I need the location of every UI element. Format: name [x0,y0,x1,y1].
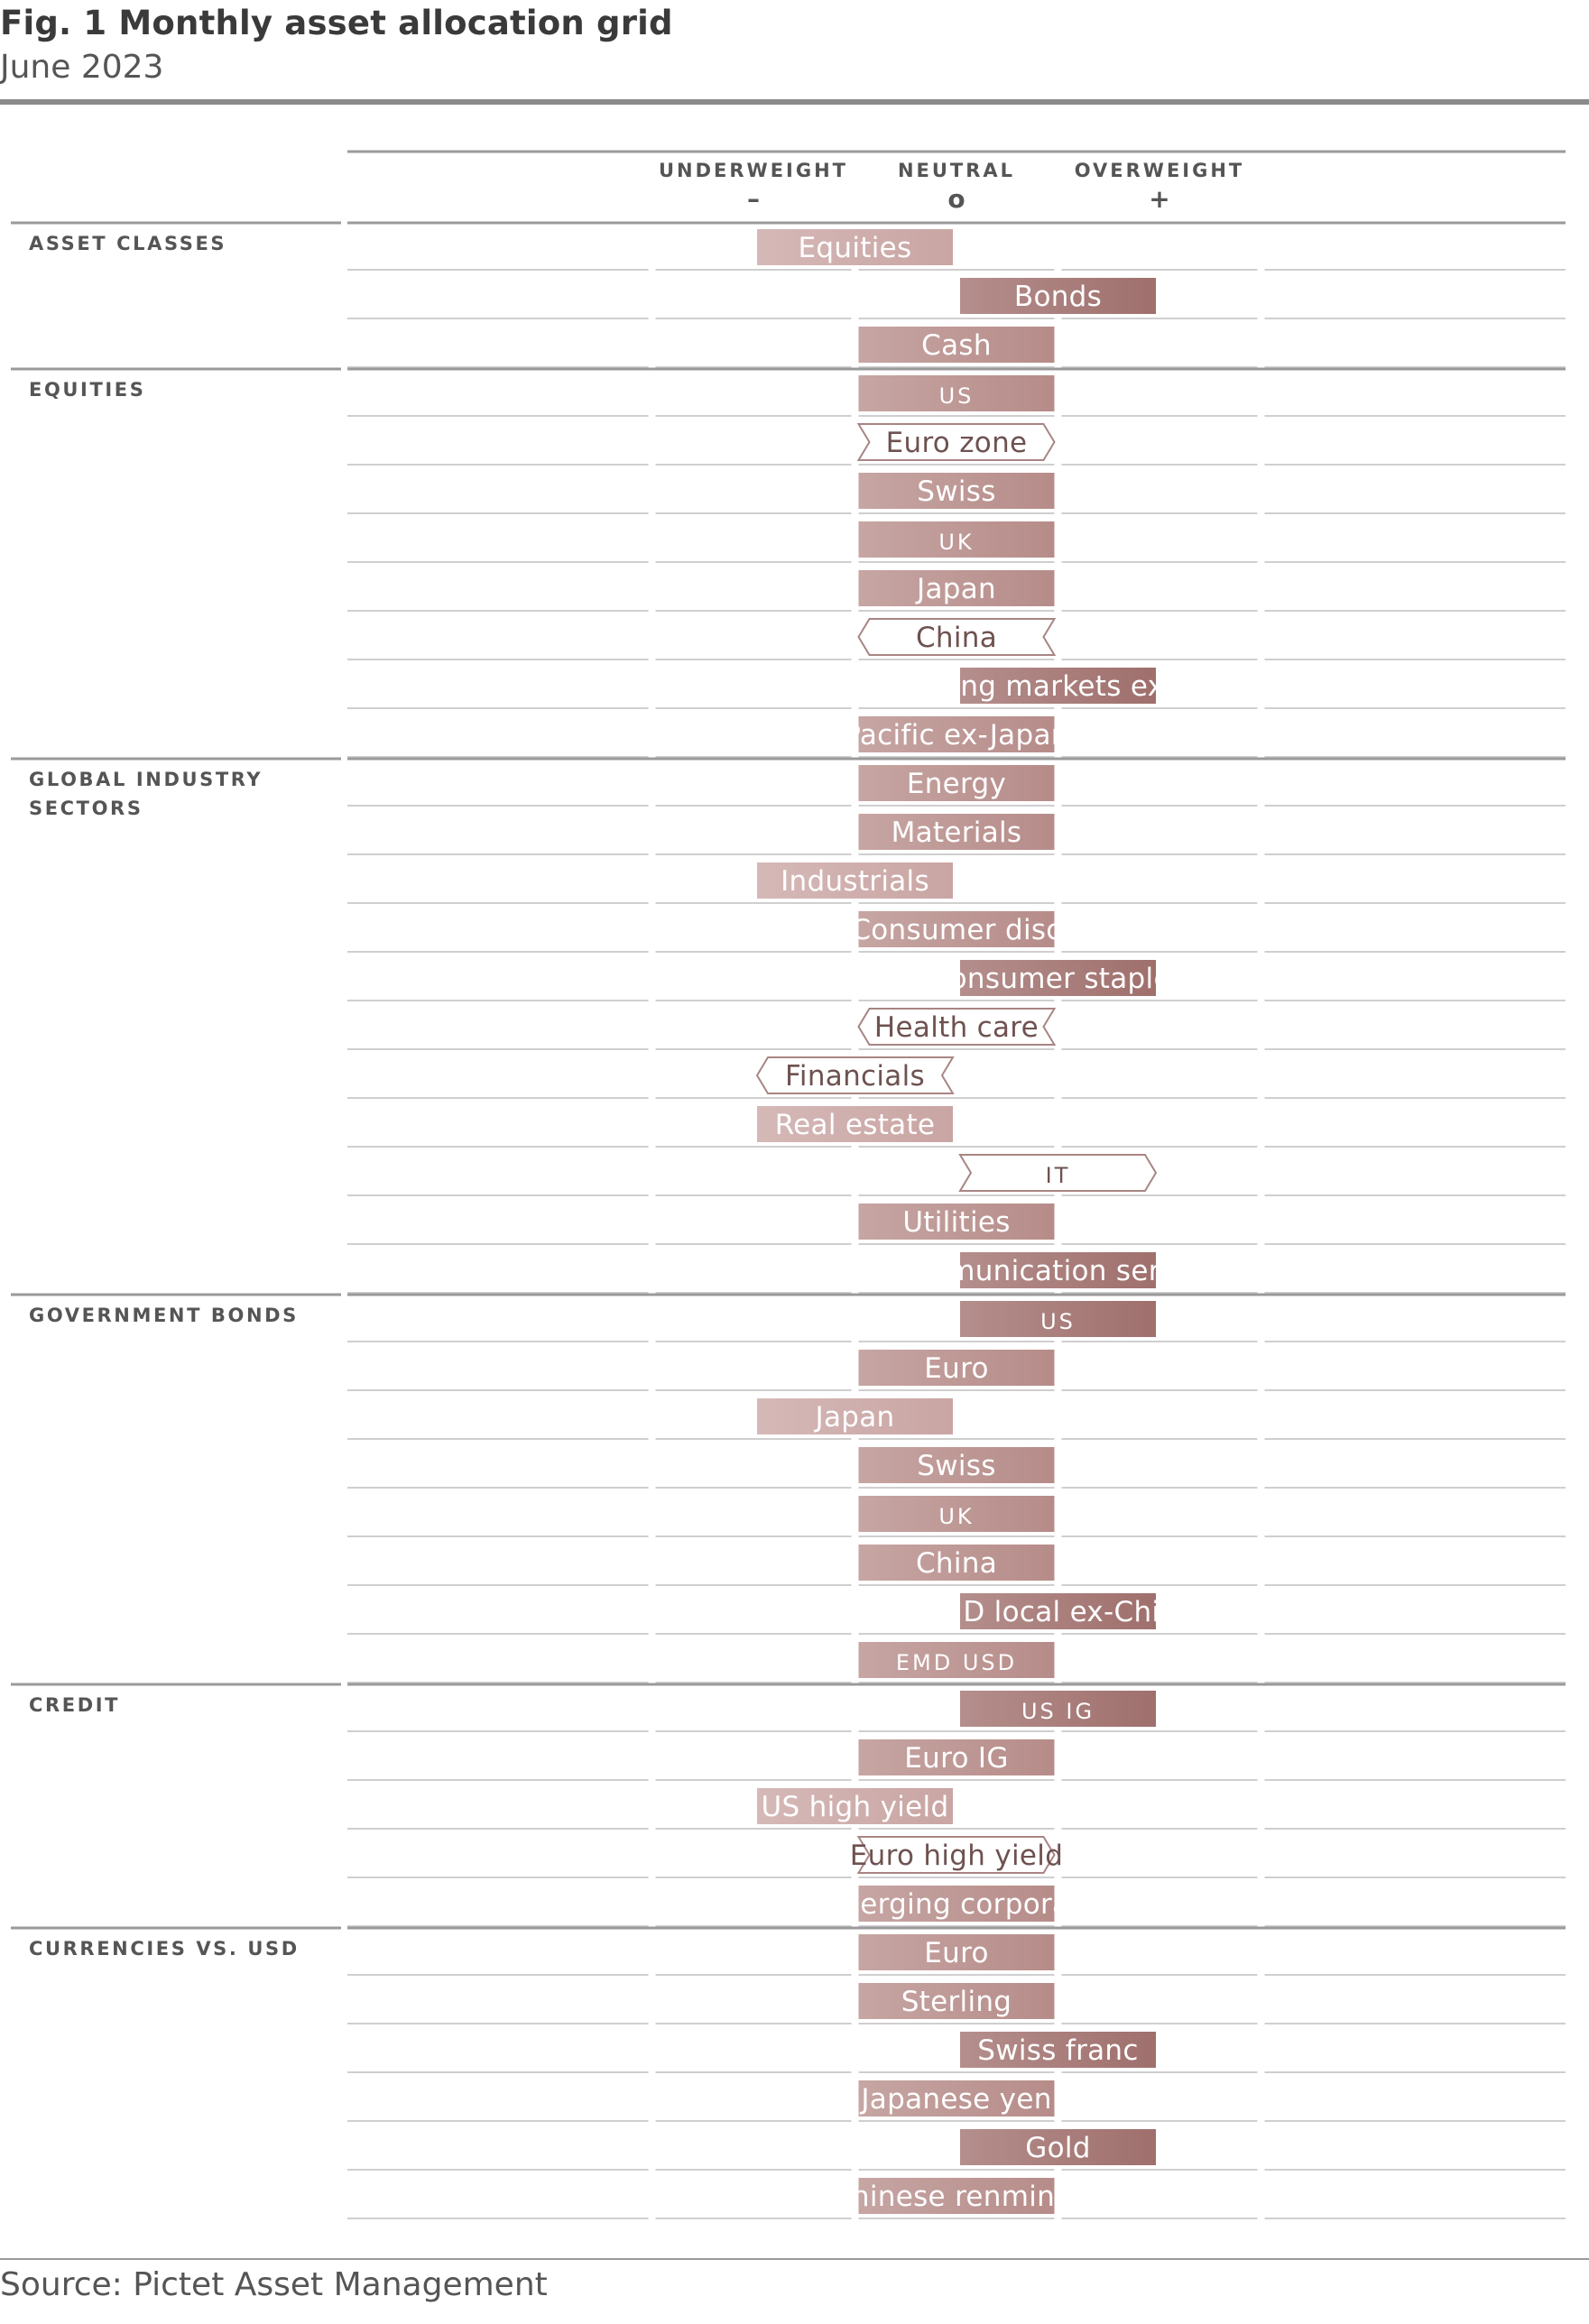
allocation-bar-label: Health care [873,1011,1039,1044]
allocation-bar-label: IT [1045,1163,1071,1188]
allocation-bar-label: Pacific ex-Japan [844,719,1069,752]
column-symbol: o [947,184,965,214]
allocation-bar-label: Consumer staples [929,963,1187,995]
allocation-bar-label: Materials [891,816,1022,849]
allocation-bar-label: Sterling [901,1986,1012,2018]
allocation-bar-label: Japanese yen [861,2083,1052,2116]
allocation-bar-label: Gold [1025,2132,1091,2164]
chart-subtitle: June 2023 [0,49,164,86]
column-label: OVERWEIGHT [1074,160,1245,181]
source-rule [0,2258,1589,2260]
allocation-bar-label: UK [938,1504,975,1529]
allocation-bar-label: Euro [924,1937,989,1969]
allocation-bar-label: EMD USD [895,1650,1018,1675]
allocation-bar-label: Euro [924,1352,989,1385]
allocation-bar-label: Swiss franc [977,2034,1139,2067]
allocation-bar-label: China [915,1547,998,1580]
allocation-bar-label: EMD local ex-China [920,1596,1196,1628]
source-note: Source: Pictet Asset Management [0,2266,548,2303]
allocation-bar-label: Cash [921,329,992,362]
allocation-bar-label: Japan [815,1401,895,1434]
column-label: NEUTRAL [897,160,1016,181]
section-label: CURRENCIES VS. USD [29,1938,300,1960]
allocation-bar-label: Equities [798,232,912,264]
allocation-bar-label: Euro zone [885,427,1028,459]
allocation-bar-label: Real estate [774,1109,936,1141]
allocation-bar-label: Japan [917,573,996,605]
section-label: CREDIT [29,1694,121,1716]
allocation-bar-label: Swiss [917,475,996,508]
section-label: SECTORS [29,798,143,819]
section-label: ASSET CLASSES [29,233,227,254]
allocation-bar-label: US high yield [761,1791,949,1823]
section-label: GLOBAL INDUSTRY [29,769,263,790]
allocation-bar-label: Communication services [882,1255,1233,1287]
column-symbol: + [1149,184,1170,214]
allocation-bar-label: US [938,383,975,409]
allocation-bar-label: Emerging corporate [814,1888,1099,1921]
allocation-bar-label: China [915,622,998,654]
allocation-bar-label: Bonds [1013,281,1103,313]
allocation-bar-label: Emerging markets ex-China [860,670,1256,703]
allocation-bar-label: US IG [1021,1699,1095,1724]
allocation-bar-label: US [1040,1309,1076,1334]
allocation-bar-label: Energy [906,768,1007,800]
allocation-bar-label: Euro high yield [849,1840,1064,1872]
allocation-bar-label: Utilities [902,1206,1011,1239]
allocation-bar-label: Financials [785,1060,925,1093]
allocation-bar-label: Chinese renminbi [831,2181,1082,2213]
allocation-bar-label: Euro IG [904,1742,1009,1775]
column-symbol: – [747,184,760,214]
section-label: GOVERNMENT BONDS [29,1305,299,1326]
allocation-bar-label: Industrials [781,865,929,898]
allocation-bar-label: UK [938,530,975,555]
allocation-bar-label: Swiss [917,1450,996,1482]
section-label: EQUITIES [29,379,146,401]
chart-title: Fig. 1 Monthly asset allocation grid [0,4,673,42]
column-label: UNDERWEIGHT [658,160,849,181]
allocation-bar-label: Consumer disc [851,914,1062,946]
